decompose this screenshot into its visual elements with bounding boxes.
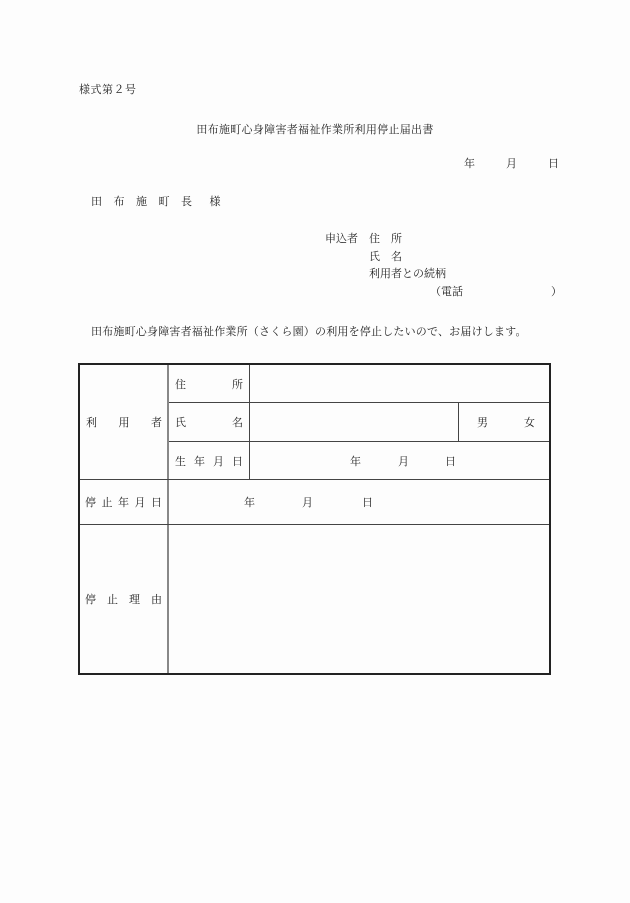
label-char: 理 xyxy=(129,593,140,606)
label-char: 名 xyxy=(232,416,243,429)
applicant-label: 申込者 xyxy=(325,232,358,245)
addressee xyxy=(91,193,225,209)
label-char: 日 xyxy=(232,454,243,468)
label-char: 年 xyxy=(118,496,129,509)
addressee-honorific: 様 xyxy=(209,195,225,208)
stop-date-month: 月 xyxy=(302,496,313,509)
name-input[interactable] xyxy=(250,403,458,441)
birthdate-input[interactable] xyxy=(250,442,549,479)
label-char: 住 xyxy=(175,377,186,391)
date-day-label: 日 xyxy=(548,157,559,170)
applicant-block xyxy=(325,230,562,300)
label-char: 止 xyxy=(107,593,118,606)
document-title: 田布施町心身障害者福祉作業所利用停止届出書 xyxy=(196,123,434,136)
submission-date xyxy=(464,155,559,171)
stop-date-year: 年 xyxy=(244,496,255,509)
date-month-label: 月 xyxy=(506,157,517,170)
user-section-label xyxy=(86,365,162,479)
phone-open-label: （電話 xyxy=(430,284,463,298)
applicant-phone xyxy=(325,283,562,301)
stop-date-input[interactable] xyxy=(169,480,549,524)
label-char: 停 xyxy=(85,593,96,606)
gender-divider xyxy=(458,402,459,441)
stop-reason-label xyxy=(85,525,162,673)
stop-reason-input[interactable] xyxy=(169,525,549,673)
label-char: 月 xyxy=(134,496,146,509)
form-table xyxy=(78,363,551,675)
label-char: 月 xyxy=(213,454,224,468)
label-char: 者 xyxy=(151,416,162,429)
label-char: 利 xyxy=(86,416,97,429)
label-char: 由 xyxy=(151,593,162,606)
birthdate-month: 月 xyxy=(398,454,409,468)
gender-female-option[interactable]: 女 xyxy=(524,416,535,429)
birthdate-year: 年 xyxy=(350,454,361,468)
label-char: 所 xyxy=(232,377,243,391)
address-input[interactable] xyxy=(250,365,549,402)
applicant-address-label: 住 所 xyxy=(369,232,402,245)
label-char: 氏 xyxy=(175,416,186,429)
applicant-relation-label: 利用者との続柄 xyxy=(369,267,446,280)
addressee-name: 田 布 施 町 長 xyxy=(91,195,196,208)
phone-close-label: ） xyxy=(551,284,562,298)
label-char: 用 xyxy=(118,416,130,429)
label-char: 年 xyxy=(194,454,205,468)
label-char: 止 xyxy=(101,496,113,509)
gender-male-option[interactable]: 男 xyxy=(477,416,488,429)
address-label xyxy=(175,365,243,402)
birthdate-day: 日 xyxy=(445,454,456,468)
label-char: 生 xyxy=(175,454,186,468)
name-label xyxy=(175,403,243,441)
label-char: 日 xyxy=(151,496,162,509)
stop-date-label xyxy=(85,480,162,524)
statement-text: 田布施町心身障害者福祉作業所（さくら園）の利用を停止したいので、お届けします。 xyxy=(91,325,527,338)
gender-selector[interactable] xyxy=(477,403,535,441)
phone-field[interactable] xyxy=(463,283,551,301)
date-year-label: 年 xyxy=(464,157,475,170)
form-number: 様式第２号 xyxy=(79,83,137,96)
birthdate-label xyxy=(175,442,243,479)
stop-date-day: 日 xyxy=(362,496,373,509)
label-char: 停 xyxy=(85,496,96,509)
applicant-name-label: 氏 名 xyxy=(369,249,402,263)
